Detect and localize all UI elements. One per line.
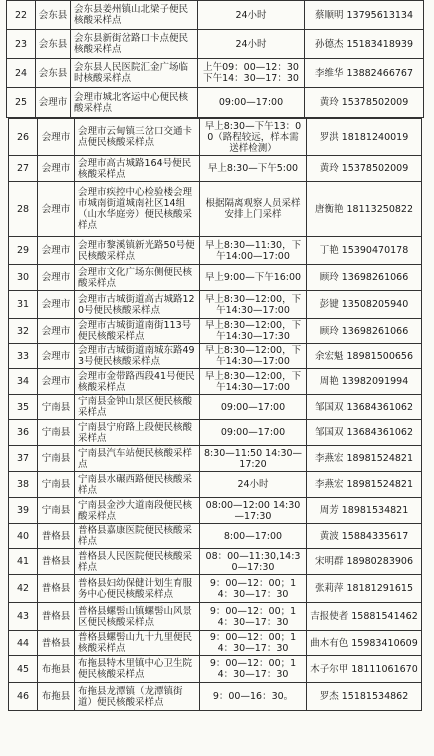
contact-cell: 彭键 13508205940 <box>307 291 422 319</box>
site-cell: 宁南县宁府路上段便民核酸采样点 <box>75 420 200 446</box>
county-cell: 会理市 <box>38 237 75 265</box>
table-row <box>9 631 422 656</box>
contact-cell: 李维华 13882466767 <box>305 59 424 88</box>
table-row <box>9 472 422 498</box>
hours-cell: 早上9:00—下午16:00 <box>200 265 307 291</box>
hours-cell: 根据隔离观察人员采样安排上门采样 <box>200 182 307 237</box>
county-cell: 普格县 <box>38 575 75 603</box>
table-row <box>9 119 422 156</box>
site-cell: 宁南县水碾西路便民核酸采样点 <box>75 472 200 498</box>
county-cell: 会东县 <box>36 59 71 88</box>
table-row <box>9 524 422 549</box>
site-cell: 布拖县特木里镇中心卫生院便民核酸采样点 <box>75 656 200 683</box>
contact-cell: 蔡顺明 13795613134 <box>305 1 424 30</box>
row-number: 38 <box>9 472 38 498</box>
county-cell: 布拖县 <box>38 656 75 683</box>
hours-cell: 8:00—17:00 <box>200 524 307 549</box>
contact-cell: 吉报使者 15881541462 <box>307 603 422 631</box>
table-row <box>9 395 422 420</box>
row-number: 39 <box>9 498 38 524</box>
table-row <box>9 237 422 265</box>
county-cell: 普格县 <box>38 603 75 631</box>
hours-cell: 09:00—17:00 <box>200 420 307 446</box>
county-cell: 宁南县 <box>38 472 75 498</box>
hours-cell: 早上8:30—下午5:00 <box>200 156 307 182</box>
hours-cell: 9：00—12：00；14：30—17：30 <box>200 656 307 683</box>
table-row <box>7 88 424 118</box>
hours-cell: 早上8:30—下午13：00（路程较远，样本需送样检测） <box>200 119 307 156</box>
row-number: 44 <box>9 631 38 656</box>
table-row <box>9 291 422 319</box>
hours-cell: 9：00—12：00；14：30—17：30 <box>200 575 307 603</box>
table-row <box>9 575 422 603</box>
county-cell: 会理市 <box>38 156 75 182</box>
hours-cell: 早上8:30—11:30，下午14:00—17:00 <box>200 237 307 265</box>
row-number: 40 <box>9 524 38 549</box>
site-cell: 会理市金带路西段41号便民核酸采样点 <box>75 369 200 395</box>
county-cell: 会理市 <box>38 344 75 369</box>
row-number: 33 <box>9 344 38 369</box>
row-number: 24 <box>7 59 36 88</box>
hours-cell: 早上8:30—12:00，下午14:30—17:30 <box>200 319 307 344</box>
table-row <box>9 420 422 446</box>
site-cell: 会理市城北客运中心便民核酸采样点 <box>71 88 198 118</box>
hours-cell: 24小时 <box>200 472 307 498</box>
county-cell: 普格县 <box>38 524 75 549</box>
site-cell: 会东县人民医院汇金广场临时核酸采样点 <box>71 59 198 88</box>
hours-cell: 09:00—17:00 <box>200 395 307 420</box>
table-row <box>9 182 422 237</box>
table-row <box>9 369 422 395</box>
row-number: 37 <box>9 446 38 472</box>
contact-cell: 黄玲 15378502009 <box>305 88 424 118</box>
table-row <box>7 59 424 88</box>
contact-cell: 李燕宏 18981524821 <box>307 446 422 472</box>
county-cell: 宁南县 <box>38 420 75 446</box>
site-cell: 会理市黎溪镇新光路50号便民核酸采样点 <box>75 237 200 265</box>
row-number: 22 <box>7 1 36 30</box>
row-number: 35 <box>9 395 38 420</box>
county-cell: 布拖县 <box>38 683 75 711</box>
site-cell: 会理市古城街道南城东路493号便民核酸采样点 <box>75 344 200 369</box>
site-cell: 会理市疾控中心检验楼会理市城南街道城南社区14组（山水华庭旁）便民核酸采样点 <box>75 182 200 237</box>
county-cell: 宁南县 <box>38 498 75 524</box>
row-number: 32 <box>9 319 38 344</box>
contact-cell: 余宏魁 18981500656 <box>307 344 422 369</box>
table-row <box>9 656 422 683</box>
contact-cell: 黄玲 15378502009 <box>307 156 422 182</box>
hours-cell: 9：00—16：30。 <box>200 683 307 711</box>
hours-cell: 早上8:30—12:00，下午14:30—17:00 <box>200 291 307 319</box>
site-cell: 普格县妇幼保健计划生育服务中心便民核酸采样点 <box>75 575 200 603</box>
site-cell: 普格县人民医院便民核酸采样点 <box>75 549 200 575</box>
hours-cell: 上午09：00—12：30 下午14：30—17：30 <box>198 59 305 88</box>
hours-cell: 9：00—12：00；14：30—17：30 <box>200 631 307 656</box>
site-cell: 会理市文化广场东侧便民核酸采样点 <box>75 265 200 291</box>
contact-cell: 罗杰 15181534862 <box>307 683 422 711</box>
county-cell: 会理市 <box>38 265 75 291</box>
contact-cell: 张莉萍 18181291615 <box>307 575 422 603</box>
site-cell: 宁南县金钟山景区便民核酸采样点 <box>75 395 200 420</box>
row-number: 46 <box>9 683 38 711</box>
hours-cell: 早上8:30—12:00，下午14:30—17:00 <box>200 344 307 369</box>
sampling-table-bottom <box>8 118 422 711</box>
row-number: 45 <box>9 656 38 683</box>
county-cell: 会理市 <box>38 182 75 237</box>
county-cell: 会理市 <box>38 369 75 395</box>
site-cell: 会理市高古城路164号便民核酸采样点 <box>75 156 200 182</box>
table-row <box>9 603 422 631</box>
hours-cell: 09:00—17:00 <box>198 88 305 118</box>
contact-cell: 唐衡艳 18113250822 <box>307 182 422 237</box>
site-cell: 会理市古城街道南街113号便民核酸采样点 <box>75 319 200 344</box>
row-number: 23 <box>7 30 36 59</box>
contact-cell: 丁艳 15390470178 <box>307 237 422 265</box>
row-number: 34 <box>9 369 38 395</box>
contact-cell: 周芳 18981534821 <box>307 498 422 524</box>
row-number: 41 <box>9 549 38 575</box>
county-cell: 会理市 <box>38 291 75 319</box>
contact-cell: 顾玲 13698261066 <box>307 265 422 291</box>
table-row <box>9 446 422 472</box>
county-cell: 普格县 <box>38 631 75 656</box>
row-number: 43 <box>9 603 38 631</box>
table-row <box>9 344 422 369</box>
table-row <box>9 156 422 182</box>
site-cell: 会东县新街岔路口卡点便民核酸采样点 <box>71 30 198 59</box>
site-cell: 宁南县汽车站便民核酸采样点 <box>75 446 200 472</box>
table-row <box>7 1 424 30</box>
site-cell: 会东县姜州镇山北梁子便民核酸采样点 <box>71 1 198 30</box>
site-cell: 布拖县龙潭镇（龙潭镇街道）便民核酸采样点 <box>75 683 200 711</box>
hours-cell: 08：00—11:30,14:30—17:30 <box>200 549 307 575</box>
table-row <box>9 265 422 291</box>
hours-cell: 08:00—12:00 14:30—17:30 <box>200 498 307 524</box>
table-row <box>9 683 422 711</box>
hours-cell: 9：00—12：00；14：30—17：30 <box>200 603 307 631</box>
county-cell: 宁南县 <box>38 395 75 420</box>
table-row <box>9 498 422 524</box>
contact-cell: 曲木有色 15983410609 <box>307 631 422 656</box>
county-cell: 会理市 <box>36 88 71 118</box>
row-number: 36 <box>9 420 38 446</box>
row-number: 30 <box>9 265 38 291</box>
row-number: 28 <box>9 182 38 237</box>
row-number: 26 <box>9 119 38 156</box>
county-cell: 会东县 <box>36 1 71 30</box>
contact-cell: 李燕宏 18981524821 <box>307 472 422 498</box>
contact-cell: 周艳 13982091994 <box>307 369 422 395</box>
table-row <box>9 549 422 575</box>
contact-cell: 孙德杰 15183418939 <box>305 30 424 59</box>
site-cell: 普格县螺髻山九十九里便民核酸采样点 <box>75 631 200 656</box>
contact-cell: 邹国双 13684361062 <box>307 395 422 420</box>
contact-cell: 木子尔甲 18111061670 <box>307 656 422 683</box>
hours-cell: 早上8:30—12:00，下午14:30—17:00 <box>200 369 307 395</box>
row-number: 27 <box>9 156 38 182</box>
site-cell: 会理市古城街道高古城路120号便民核酸采样点 <box>75 291 200 319</box>
row-number: 25 <box>7 88 36 118</box>
contact-cell: 黄波 15884335617 <box>307 524 422 549</box>
hours-cell: 24小时 <box>198 30 305 59</box>
sampling-table-top <box>6 0 424 118</box>
contact-cell: 邹国双 13684361062 <box>307 420 422 446</box>
contact-cell: 宋明群 18980283906 <box>307 549 422 575</box>
county-cell: 宁南县 <box>38 446 75 472</box>
contact-cell: 顾玲 13698261066 <box>307 319 422 344</box>
row-number: 42 <box>9 575 38 603</box>
county-cell: 会理市 <box>38 119 75 156</box>
site-cell: 宁南县金沙大道南段便民核酸采样点 <box>75 498 200 524</box>
county-cell: 会东县 <box>36 30 71 59</box>
hours-cell: 24小时 <box>198 1 305 30</box>
table-row <box>9 319 422 344</box>
site-cell: 普格县嘉康医院便民核酸采样点 <box>75 524 200 549</box>
row-number: 29 <box>9 237 38 265</box>
contact-cell: 罗洪 18181240019 <box>307 119 422 156</box>
hours-cell: 8:30—11:50 14:30—17:20 <box>200 446 307 472</box>
county-cell: 普格县 <box>38 549 75 575</box>
site-cell: 会理市云甸镇三岔口交通卡点便民核酸采样点 <box>75 119 200 156</box>
table-row <box>7 30 424 59</box>
row-number: 31 <box>9 291 38 319</box>
county-cell: 会理市 <box>38 319 75 344</box>
site-cell: 普格县螺髻山镇螺髻山风景区便民核酸采样点 <box>75 603 200 631</box>
